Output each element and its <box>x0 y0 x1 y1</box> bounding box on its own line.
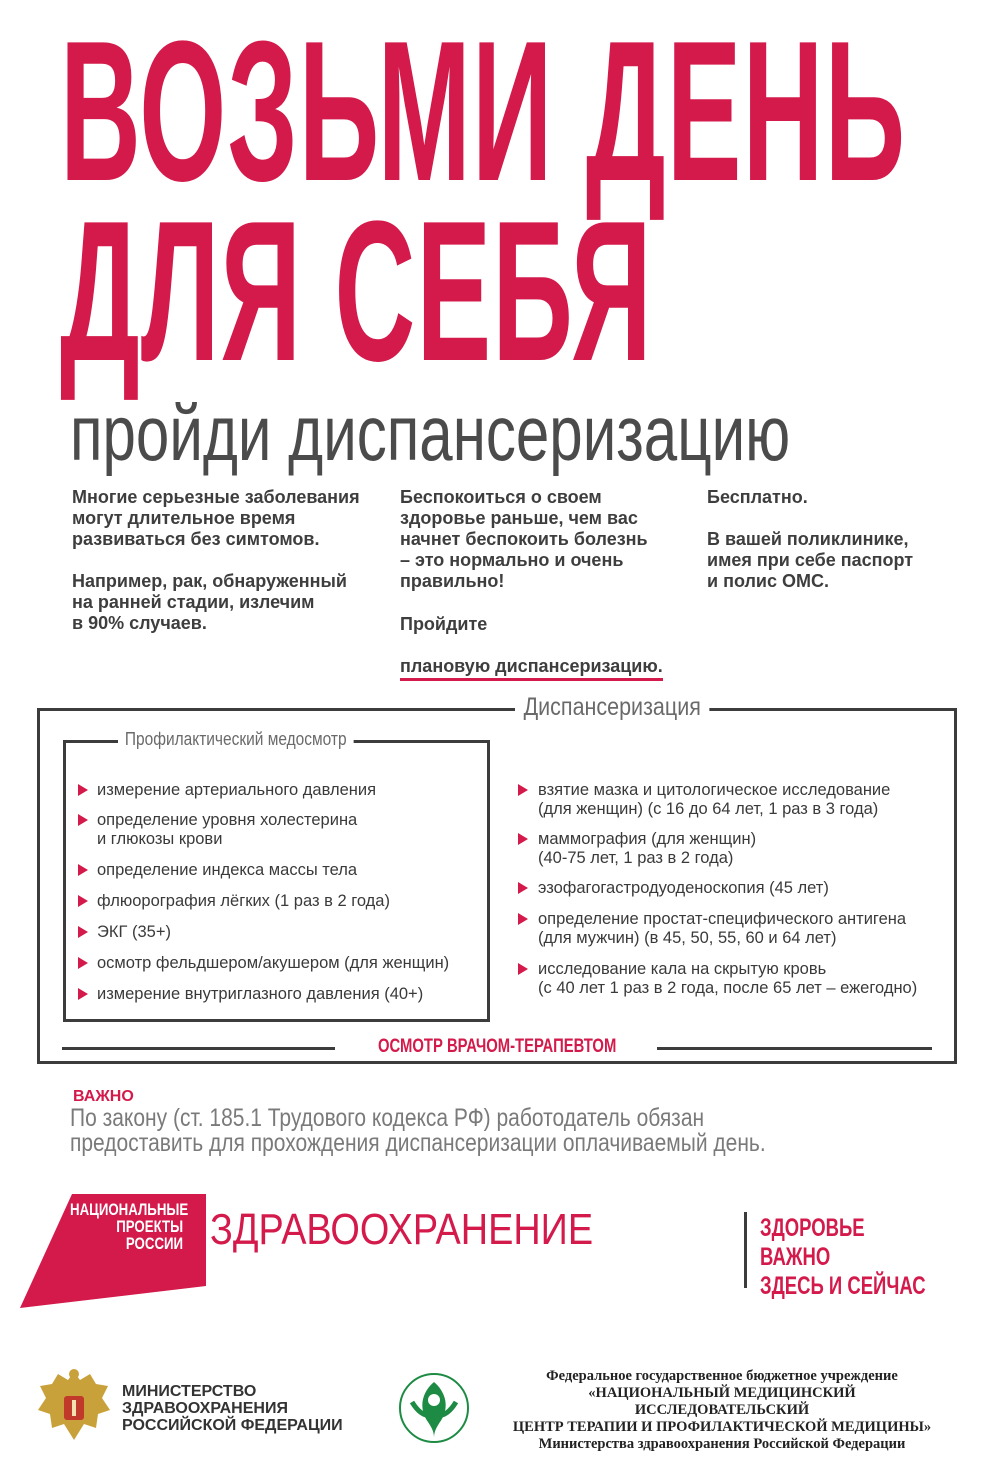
left-item-2: определение уровня холестерина и глюкозы крови <box>97 811 358 848</box>
bullet-icon <box>78 926 88 938</box>
bullet-icon <box>518 784 528 796</box>
bullet-icon <box>518 963 528 975</box>
right-item-4: определение простат-специфического антигена (для мужчин) (в 45, 50, 55, 60 и 64 лет) <box>538 910 907 947</box>
bullet-icon <box>78 957 88 969</box>
col3-paragraph-2: В вашей поликлинике, имея при себе паспорт и полис ОМС. <box>707 529 914 591</box>
bullet-icon <box>78 784 88 796</box>
col1-paragraph-1: Многие серьезные заболевания могут длительное время развиваться без симтомов. <box>72 487 360 549</box>
dispensarization-title: Диспансеризация <box>515 693 709 722</box>
right-item-5: исследование кала на скрытую кровь (с 40 лет 1 раз в 2 года, после 65 лет – ежегодно) <box>538 960 918 997</box>
left-item-1: измерение артериального давления <box>97 781 377 799</box>
prof-exam-title: Профилактический медосмотр <box>118 729 354 750</box>
headline-line-1: ВОЗЬМИ ДЕНЬ <box>60 0 907 223</box>
cta-underlined: плановую диспансеризацию. <box>400 656 663 681</box>
right-item-1: взятие мазка и цитологическое исследование (для женщин) (с 16 до 64 лет, 1 раз в 3 года) <box>538 781 891 818</box>
coat-of-arms-icon <box>36 1366 112 1446</box>
slogan-divider <box>744 1212 747 1288</box>
bullet-icon <box>518 882 528 894</box>
left-item-5: ЭКГ (35+) <box>97 923 171 941</box>
slogan: ЗДОРОВЬЕ ВАЖНО ЗДЕСЬ И СЕЙЧАС <box>760 1214 926 1300</box>
bullet-icon <box>78 814 88 826</box>
headline-line-2: ДЛЯ СЕБЯ <box>60 180 653 403</box>
bullet-icon <box>518 833 528 845</box>
left-item-7: измерение внутриглазного давления (40+) <box>97 985 424 1003</box>
bullet-icon <box>78 988 88 1000</box>
col2-paragraph-2b <box>400 635 663 677</box>
subtitle: пройди диспансеризацию <box>70 389 791 477</box>
right-item-2: маммография (для женщин) (40-75 лет, 1 раз в 2 года) <box>538 830 757 867</box>
ministry-name: МИНИСТЕРСТВО ЗДРАВООХРАНЕНИЯ РОССИЙСКОЙ ФЕДЕРАЦИИ <box>122 1383 343 1434</box>
exam-line-left <box>62 1047 335 1050</box>
bullet-icon <box>518 913 528 925</box>
national-projects-text: НАЦИОНАЛЬНЫЕ ПРОЕКТЫ РОССИИ <box>70 1200 189 1253</box>
exam-line-right <box>657 1047 932 1050</box>
important-text: По закону (ст. 185.1 Трудового кодекса РФ) работодатель обязан предоставить для прохождения диспансеризации оплачиваемый день. <box>70 1104 766 1157</box>
therapist-exam-label: ОСМОТР ВРАЧОМ-ТЕРАПЕВТОМ <box>378 1036 617 1057</box>
col1-paragraph-2: Например, рак, обнаруженный на ранней стадии, излечим в 90% случаев. <box>72 571 347 633</box>
bullet-icon <box>78 864 88 876</box>
project-name: ЗДРАВООХРАНЕНИЕ <box>210 1205 594 1254</box>
important-title: ВАЖНО <box>73 1088 134 1105</box>
left-item-6: осмотр фельдшером/акушером (для женщин) <box>97 954 450 972</box>
right-item-3: эзофагогастродуоденоскопия (45 лет) <box>538 879 829 897</box>
left-item-4: флюорография лёгких (1 раз в 2 года) <box>97 892 390 910</box>
nmic-logo-icon <box>388 1362 480 1454</box>
left-item-3: определение индекса массы тела <box>97 861 358 879</box>
col2-paragraph-2a: Пройдите <box>400 614 488 634</box>
col2-paragraph-1: Беспокоиться о своем здоровье раньше, чем вас начнет беспокоить болезнь – это нормально и очень правильно! <box>400 487 648 591</box>
bullet-icon <box>78 895 88 907</box>
institution-name: Федеральное государственное бюджетное учреждение «НАЦИОНАЛЬНЫЙ МЕДИЦИНСКИЙ ИССЛЕДОВАТЕЛЬСКИЙ ЦЕНТР ТЕРАПИИ И ПРОФИЛАКТИЧЕСКОЙ МЕДИЦИНЫ» Министерства здравоохранения Российской Федерации <box>512 1368 932 1452</box>
col3-paragraph-1: Бесплатно. <box>707 487 808 507</box>
